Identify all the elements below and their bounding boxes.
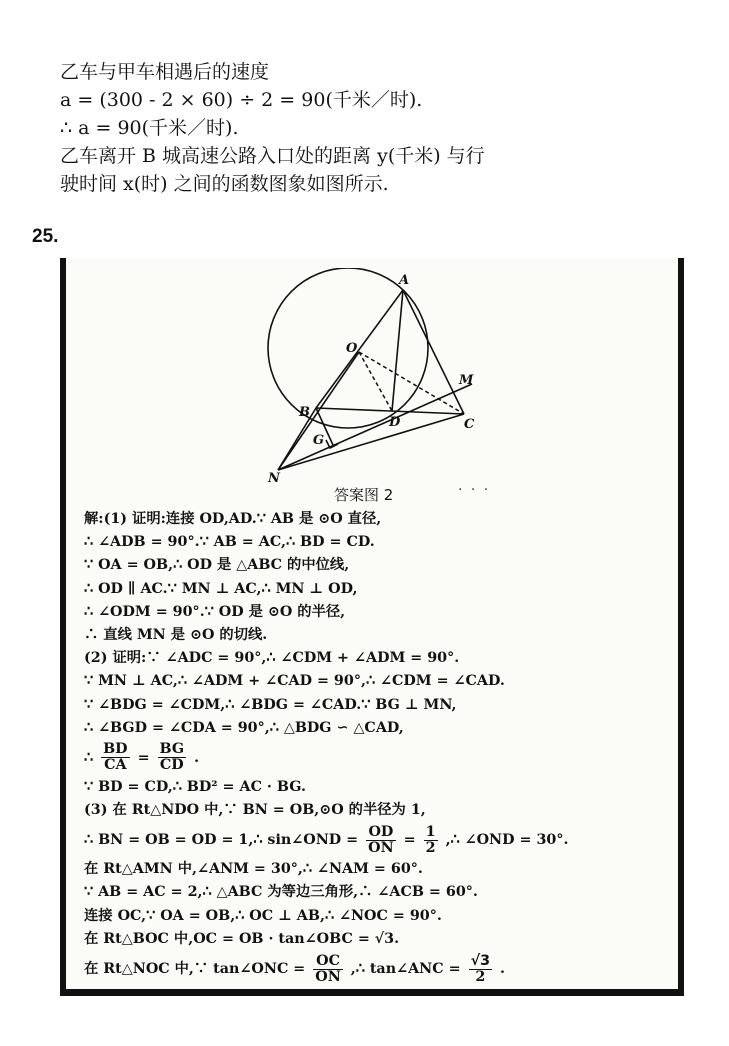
fraction-suffix: . [500, 961, 506, 977]
fraction-denominator: CA [104, 757, 127, 774]
solution-line: ∵ ∠BDG = ∠CDM,∴ ∠BDG = ∠CAD.∵ BG ⊥ MN, [84, 696, 457, 713]
solution-line-fraction [84, 822, 680, 858]
segment-ab [316, 290, 403, 408]
solution-line: 在 Rt△BOC 中,OC = OB · tan∠OBC = √3. [84, 930, 400, 947]
fraction-oc-on [313, 954, 343, 985]
text-line: 驶时间 x(时) 之间的函数图象如图所示. [60, 173, 389, 195]
dashed-od [359, 352, 392, 411]
solution-line: ∵ MN ⊥ AC,∴ ∠ADM + ∠CAD = 90°,∴ ∠CDM = ∠CAD. [84, 673, 505, 690]
fraction-bg-cd [158, 742, 187, 773]
fraction-one-half [424, 825, 438, 856]
geometry-figure [266, 268, 526, 483]
label-o: O [346, 341, 358, 356]
fraction-suffix: ,∴ ∠OND = 30°. [445, 832, 569, 849]
label-n: N [268, 471, 280, 483]
solution-line: (2) 证明:∵ ∠ADC = 90°,∴ ∠CDM + ∠ADM = 90°. [84, 650, 460, 667]
segment-ad [392, 290, 403, 411]
fraction-prefix: ∴ [84, 749, 94, 766]
segment-nc [278, 414, 464, 470]
solution-line-fraction [84, 951, 680, 987]
label-g: G [313, 433, 325, 448]
solution-line: ∴ ∠ADB = 90°.∵ AB = AC,∴ BD = CD. [84, 534, 375, 551]
solution-line-fraction [84, 740, 680, 776]
fraction-denominator: ON [315, 968, 341, 985]
figure-caption: 答案图 2 [334, 486, 394, 504]
solution-line: ∴ OD ∥ AC.∵ MN ⊥ AC,∴ MN ⊥ OD, [84, 580, 358, 597]
solution-text [84, 508, 680, 987]
fraction-od-on [366, 825, 396, 856]
text-line: 乙车与甲车相遇后的速度 [60, 61, 270, 83]
solution-line: 在 Rt△AMN 中,∠ANM = 30°,∴ ∠NAM = 60°. [84, 861, 423, 878]
fraction-suffix: . [194, 749, 200, 766]
fraction-middle: ,∴ tan∠ANC = [350, 961, 461, 977]
solution-line: 解:(1) 证明:连接 OD,AD.∵ AB 是 ⊙O 直径, [84, 511, 382, 527]
fraction-denominator: 2 [475, 968, 486, 985]
question-number: 25. [32, 226, 59, 247]
fraction-numerator: OC [313, 954, 343, 970]
fraction-numerator: BD [103, 741, 128, 758]
fraction-bd-ca [101, 742, 129, 773]
text-line: 乙车离开 B 城高速公路入口处的距离 y(千米) 与行 [60, 145, 485, 167]
fraction-denominator: ON [368, 839, 394, 856]
solution-line: (3) 在 Rt△NDO 中,∵ BN = OB,⊙O 的半径为 1, [84, 802, 426, 819]
solution-line: ∴ 直线 MN 是 ⊙O 的切线. [84, 626, 268, 643]
text-line: ∴ a = 90(千米／时). [60, 117, 239, 139]
solution-line: 连接 OC,∵ OA = OB,∴ OC ⊥ AB,∴ ∠NOC = 90°. [84, 907, 442, 924]
scanned-answer-panel [60, 258, 684, 996]
label-m: M [459, 373, 474, 388]
fraction-numerator: √3 [470, 952, 491, 969]
caption-trail: · · · [458, 482, 491, 498]
equals-sign: = [403, 832, 416, 849]
fraction-denominator: CD [159, 757, 184, 774]
fraction-prefix: 在 Rt△NOC 中,∵ tan∠ONC = [84, 961, 306, 977]
equals-sign: = [137, 749, 150, 766]
label-d: D [389, 415, 401, 430]
fraction-numerator: OD [366, 825, 396, 841]
text-line: a = (300 - 2 × 60) ÷ 2 = 90(千米／时). [60, 89, 423, 111]
fraction-numerator: 1 [425, 823, 436, 840]
solution-line: ∵ OA = OB,∴ OD 是 △ABC 的中位线, [84, 557, 350, 574]
label-a: A [399, 273, 410, 288]
fraction-prefix: ∴ BN = OB = OD = 1,∴ sin∠OND = [84, 832, 359, 849]
solution-line: ∴ ∠ODM = 90°.∵ OD 是 ⊙O 的半径, [84, 603, 346, 620]
preceding-answer-text [60, 58, 660, 198]
solution-line: ∵ AB = AC = 2,∴ △ABC 为等边三角形,∴ ∠ACB = 60°. [84, 884, 478, 901]
fraction-numerator: BG [159, 741, 185, 758]
fraction-denominator: 2 [425, 839, 436, 856]
label-c: C [464, 417, 475, 432]
fraction-sqrt3-over-2 [469, 954, 492, 985]
solution-line: ∵ BD = CD,∴ BD² = AC · BG. [84, 778, 306, 795]
solution-line: ∴ ∠BGD = ∠CDA = 90°,∴ △BDG ∽ △CAD, [84, 719, 404, 736]
label-b: B [299, 405, 310, 420]
